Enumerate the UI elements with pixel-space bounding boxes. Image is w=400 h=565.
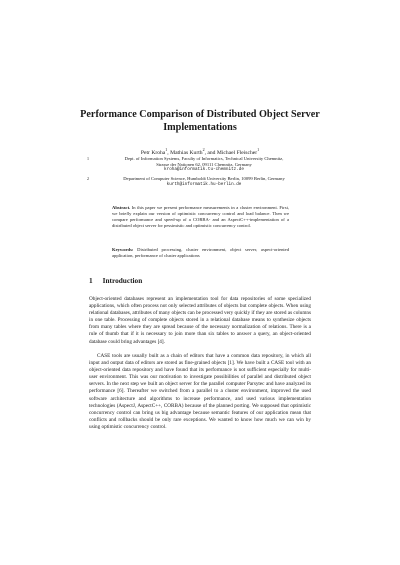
body-paragraph: Object-oriented databases represent an implementation tool for data repositories of some specialized applications, which often process not only selected attributes of objects but complete objects. When using relational databases, attributes of many objects can be processed very quickly if they are stored as columns in one table. Processing of complete objects stored in a relational database means to synthesize objects from many tables where they are spread because of the necessary normalization of relations. There is a rule of thumb that if it is necessary to join more than six tables to answer a query, an object-oriented database could bring advantages [4]. <box>89 296 311 345</box>
author-name: Mathias Kurth <box>170 149 203 156</box>
affiliation-number: 2 <box>87 176 89 181</box>
keywords-label: Keywords: <box>112 247 134 252</box>
paper-title: Performance Comparison of Distributed Object Server Implementations <box>80 109 320 133</box>
author-name: Michael Fleischer <box>216 149 258 156</box>
affiliation <box>87 156 314 173</box>
affiliation-line: Dept. of Information Systems, Faculty of Informatics, Technical University Chemnitz, <box>124 156 284 161</box>
author-name: Petr Kroha <box>140 149 166 156</box>
affiliation-line: Department of Computer Science, Humboldt University Berlin, 10099 Berlin, Germany <box>123 176 285 181</box>
section-title: Introduction <box>102 276 143 285</box>
abstract <box>112 205 289 229</box>
affiliation-mark: 1 <box>257 147 260 152</box>
section-heading <box>89 276 142 285</box>
affiliation <box>87 176 314 187</box>
author-separator: , and <box>204 149 217 156</box>
affiliation-mark: 2 <box>202 147 205 152</box>
affiliation-mark: 1 <box>165 147 168 152</box>
author-separator: , <box>167 149 171 156</box>
keywords-text: Distributed processing, cluster environment, object server, aspect-oriented application, performance of cluster applications <box>112 247 289 258</box>
abstract-text: In this paper we present performance measurements in a cluster environment. First, we briefly explain our version of optimistic concurrency control and load balance. Then we compare performance and speed-up of a CORBA- and an AspectC++-implementation of a distributed object server for pessimistic and optimistic concurrency control. <box>112 205 289 228</box>
keywords <box>112 247 289 259</box>
affiliation-line: Strasse der Nationen 62, 09111 Chemnitz, Germany <box>156 161 252 167</box>
affiliation-number: 1 <box>87 156 89 161</box>
body-paragraph: CASE tools are usually built as a chain of editors that have a common data repository, in which all input and output data of editors are stored as fine-grained objects [1]. We have built a CASE tool with an object-oriented data repository and have found that its performance is not sufficient especially for multi-user environment. This was our motivation to investigate possibilities of parallel and distributed object servers. In the next step we built an object server for the parallel computer Parsytec and have analyzed its performance [6]. Thereafter we switched from a parallel to a cluster environment, improved the used software architecture and algorithms to increase performance, and used various implementation technologies (AspectJ, AspectC++, CORBA) because of the planned porting. We supposed that optimistic concurrency control can bring us big advantage because semantic features of our application mean that conflicts and rollbacks should be only rare exceptions. We wanted to know how much we can win by using optimistic concurrency control. <box>89 353 311 430</box>
affiliation-email: kurth@informatik.hu-berlin.de <box>166 181 242 187</box>
affiliation-email: kroha@informatik.tu-chemnitz.de <box>164 167 244 173</box>
section-number: 1 <box>89 276 93 285</box>
abstract-label: Abstract. <box>112 205 131 210</box>
